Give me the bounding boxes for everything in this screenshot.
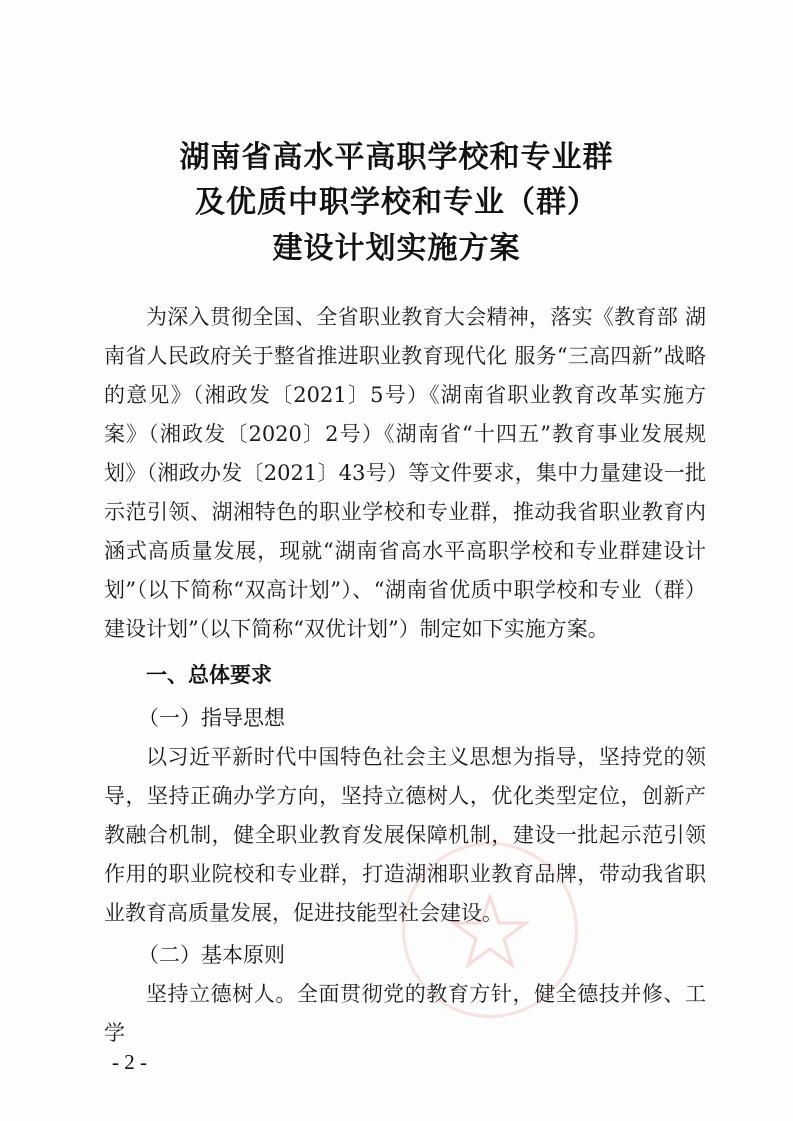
document-title-line-3: 建设计划实施方案: [272, 231, 521, 266]
basic-principles-paragraph: 坚持立德树人。全面贯彻党的教育方针，健全德技并修、工学: [104, 982, 706, 1045]
section-heading-general-requirements: 一、总体要求: [146, 663, 272, 687]
subsection-heading-guiding-ideology: （一）指导思想: [138, 706, 285, 730]
page-number: - 2 -: [112, 1050, 147, 1074]
document-title-line-2: 及优质中职学校和专业（群）: [195, 185, 598, 220]
intro-paragraph: 为深入贯彻全国、全省职业教育大会精神，落实《教育部 湖南省人民政府关于整省推进职业教育现代化 服务“三高四新”战略的意见》（湘政发〔2021〕5号）《湖南省职业教育改革实施方案》（湘政发〔2020〕2号）《湖南省“十四五”教育事业发展规划》（湘政办发〔2021〕43号）等文件要求，集中力量建设一批示范引领、湖湘特色的职业学校和专业群，推动我省职业教育内涵式高质量发展，现就“湖南省高水平高职学校和专业群建设计划”（以下简称“双高计划”）、“湖南省优质中职学校和专业（群）建设计划”（以下简称“双优计划”）制定如下实施方案。: [104, 305, 706, 641]
document-title-line-1: 湖南省高水平高职学校和专业群: [179, 140, 614, 175]
subsection-heading-basic-principles: （二）基本原则: [138, 943, 285, 967]
guiding-ideology-paragraph: 以习近平新时代中国特色社会主义思想为指导，坚持党的领导，坚持正确办学方向，坚持立德树人，优化类型定位，创新产教融合机制，健全职业教育发展保障机制，建设一批起示范引领作用的职业院校和专业群，打造湖湘职业教育品牌，带动我省职业教育高质量发展，促进技能型社会建设。: [104, 745, 706, 925]
